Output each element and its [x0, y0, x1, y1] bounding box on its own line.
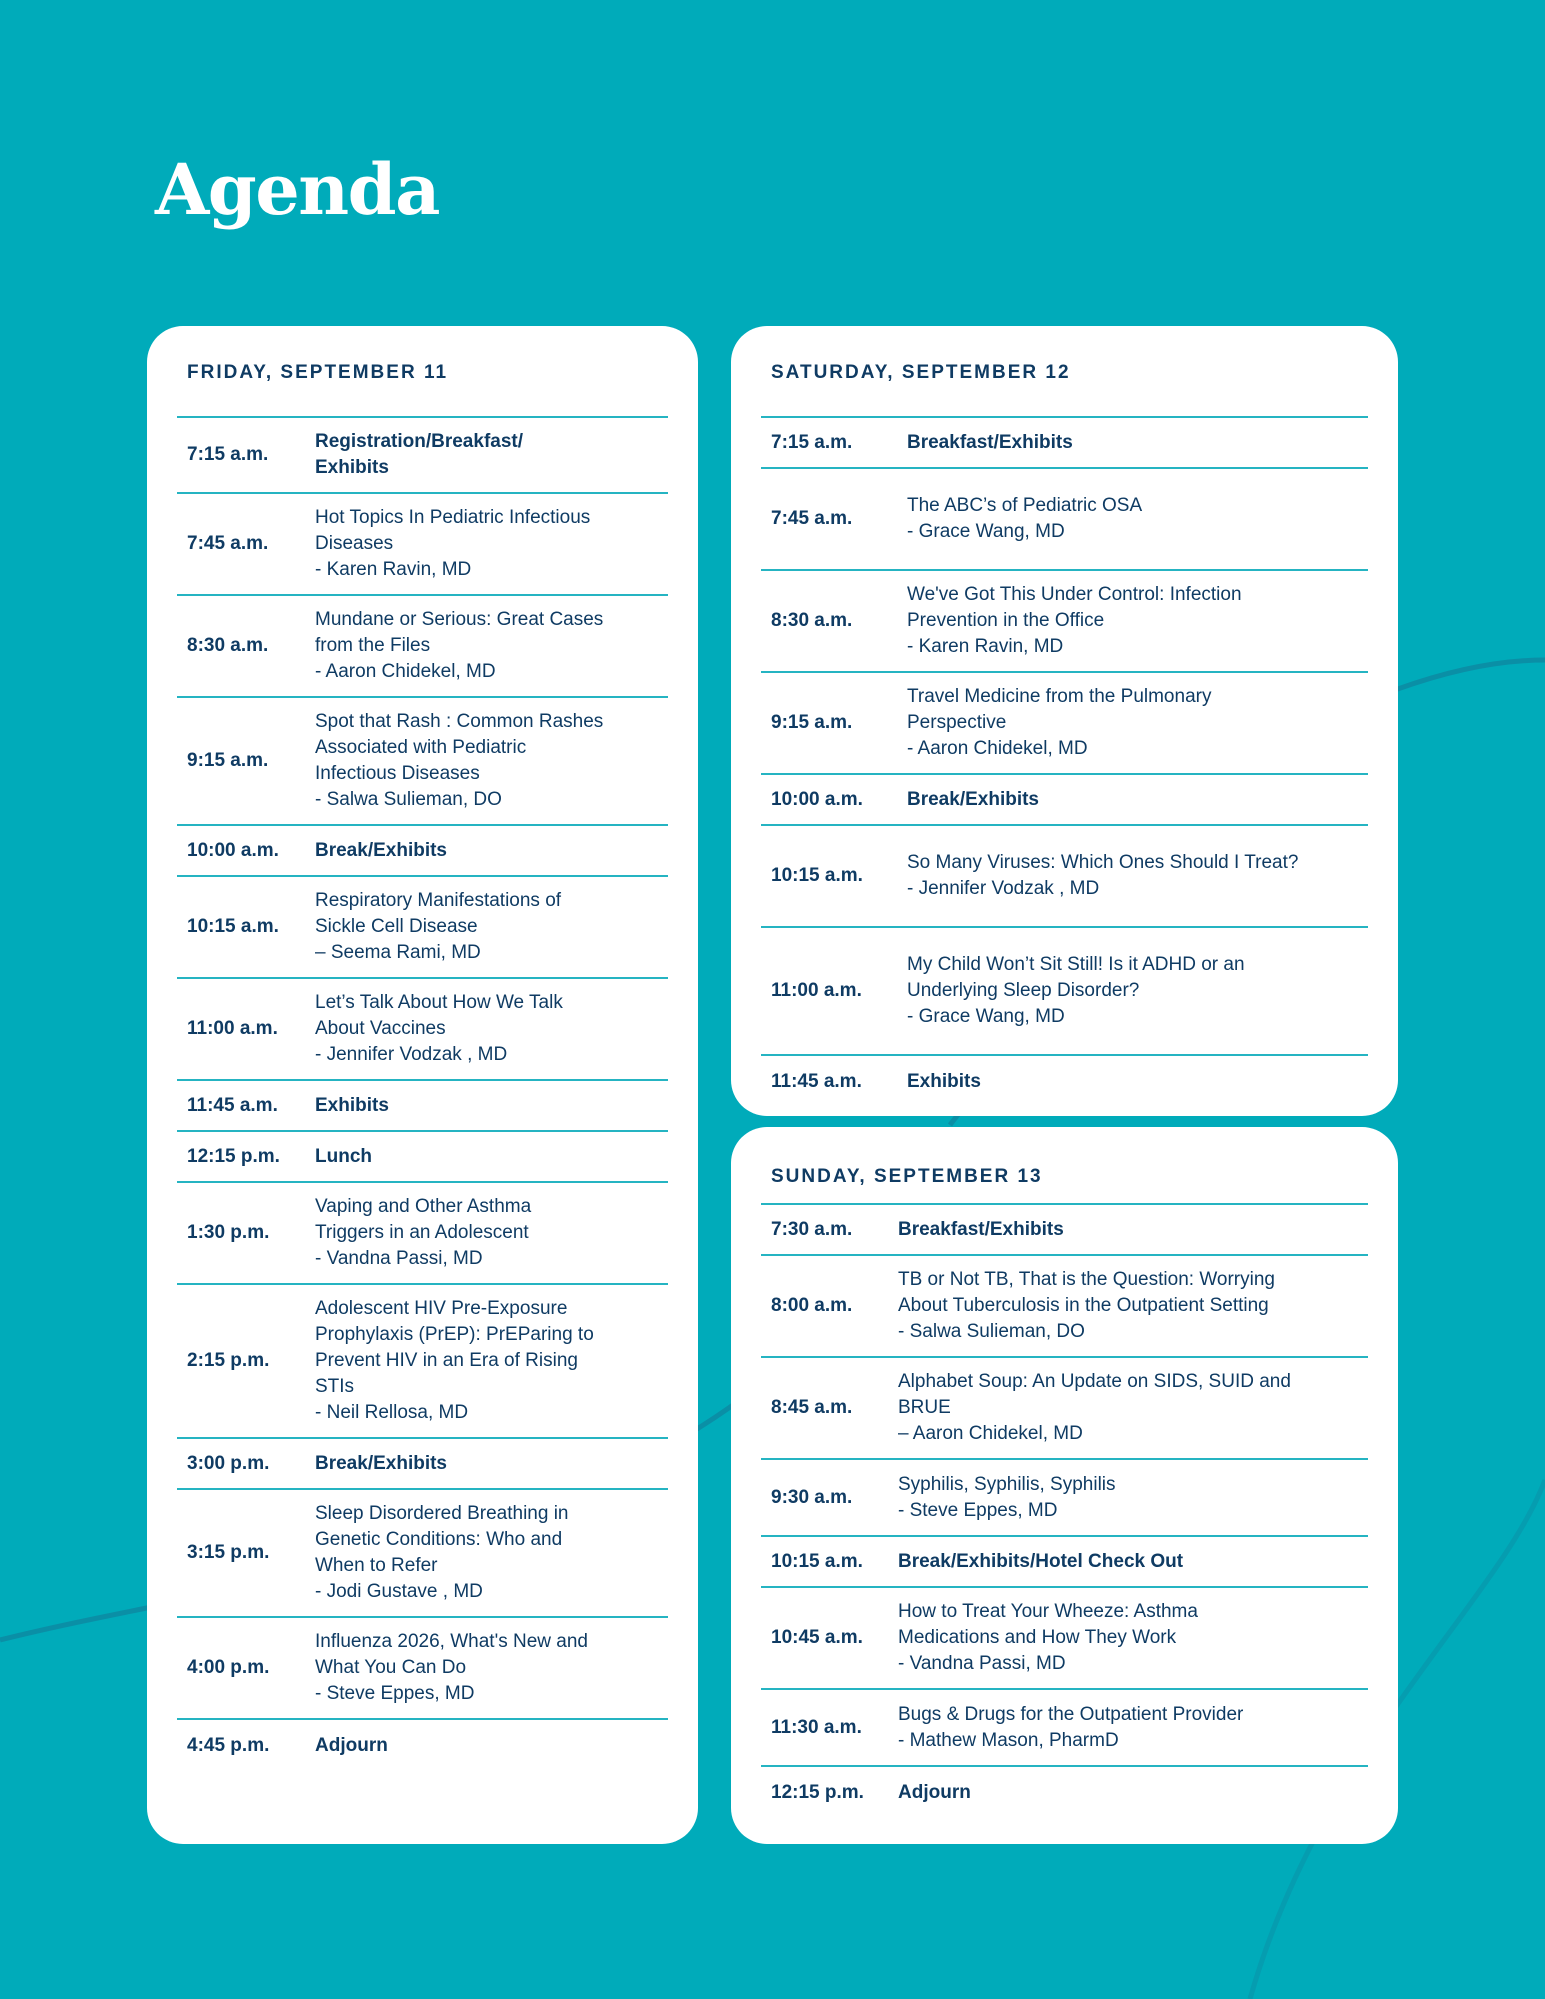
session-details	[315, 1194, 531, 1272]
session-line: Breakfast/Exhibits	[898, 1218, 1064, 1240]
session-details	[898, 1599, 1198, 1677]
session-line: – Seema Rami, MD	[315, 942, 481, 963]
session-row	[761, 1690, 1368, 1767]
session-time: 10:15 a.m.	[771, 865, 863, 886]
session-line: Infectious Diseases	[315, 763, 480, 784]
session-line: Break/Exhibits	[315, 1452, 447, 1474]
session-row	[177, 979, 668, 1081]
session-time: 4:00 p.m.	[187, 1657, 270, 1678]
session-time: 7:15 a.m.	[771, 431, 853, 453]
session-line: Hot Topics In Pediatric Infectious	[315, 507, 591, 528]
session-line: How to Treat Your Wheeze: Asthma	[898, 1601, 1198, 1622]
session-details	[315, 1144, 372, 1170]
session-row	[177, 1618, 668, 1720]
session-line: - Karen Ravin, MD	[315, 559, 472, 580]
session-line: - Grace Wang, MD	[907, 521, 1065, 542]
session-line: - Grace Wang, MD	[907, 1006, 1065, 1027]
session-line: Break/Exhibits	[907, 788, 1039, 810]
session-line: Sickle Cell Disease	[315, 916, 478, 937]
session-details	[898, 1472, 1116, 1524]
session-line: - Jennifer Vodzak , MD	[315, 1044, 508, 1065]
session-row	[761, 1588, 1368, 1690]
session-line: Respiratory Manifestations of	[315, 890, 562, 911]
saturday-agenda-card	[731, 326, 1398, 1116]
session-row	[761, 1537, 1368, 1588]
session-list	[177, 416, 668, 1771]
session-line: Influenza 2026, What's New and	[315, 1631, 588, 1652]
session-details	[315, 429, 523, 481]
session-details	[315, 1451, 447, 1477]
session-row	[177, 1720, 668, 1771]
session-line: Adjourn	[898, 1781, 971, 1803]
session-row	[761, 571, 1368, 673]
session-line: Sleep Disordered Breathing in	[315, 1503, 569, 1524]
session-line: BRUE	[898, 1397, 951, 1418]
session-details	[907, 430, 1073, 456]
session-details	[907, 952, 1245, 1030]
session-time: 3:00 p.m.	[187, 1452, 270, 1474]
session-time: 7:30 a.m.	[771, 1218, 853, 1240]
session-line: Exhibits	[315, 1094, 389, 1116]
session-time: 11:45 a.m.	[771, 1070, 862, 1092]
session-line: Registration/Breakfast/	[315, 431, 524, 452]
session-time: 10:00 a.m.	[771, 788, 863, 810]
session-line: Break/Exhibits/Hotel Check Out	[898, 1550, 1184, 1572]
session-line: Break/Exhibits	[315, 839, 447, 861]
session-details	[315, 1093, 389, 1119]
session-row	[761, 928, 1368, 1056]
session-line: Let’s Talk About How We Talk	[315, 992, 563, 1013]
session-line: Adolescent HIV Pre-Exposure	[315, 1298, 568, 1319]
session-line: - Steve Eppes, MD	[898, 1499, 1058, 1521]
session-line: - Mathew Mason, PharmD	[898, 1729, 1119, 1751]
session-line: Triggers in an Adolescent	[315, 1222, 529, 1243]
session-line: - Jennifer Vodzak , MD	[907, 878, 1100, 899]
session-time: 9:30 a.m.	[771, 1486, 853, 1508]
session-row	[177, 826, 668, 877]
session-line: Associated with Pediatric	[315, 737, 527, 758]
session-line: STIs	[315, 1376, 355, 1397]
session-time: 3:15 p.m.	[187, 1542, 270, 1563]
session-details	[315, 505, 590, 583]
session-row	[761, 418, 1368, 469]
session-line: The ABC’s of Pediatric OSA	[907, 495, 1143, 516]
session-row	[761, 673, 1368, 775]
session-time: 9:15 a.m.	[187, 750, 269, 771]
session-time: 8:00 a.m.	[771, 1295, 853, 1316]
session-time: 10:00 a.m.	[187, 839, 279, 861]
session-line: Diseases	[315, 533, 394, 554]
session-line: About Vaccines	[315, 1018, 446, 1039]
session-details	[315, 1629, 588, 1707]
session-line: About Tuberculosis in the Outpatient Setting	[898, 1295, 1269, 1316]
session-line: Spot that Rash : Common Rashes	[315, 711, 604, 732]
session-row	[177, 1490, 668, 1618]
session-row	[177, 1081, 668, 1132]
session-row	[761, 1256, 1368, 1358]
session-row	[761, 1767, 1368, 1818]
session-line: – Aaron Chidekel, MD	[898, 1423, 1083, 1444]
day-title: SUNDAY, SEPTEMBER 13	[771, 1166, 1043, 1187]
session-row	[761, 1056, 1368, 1107]
session-line: - Aaron Chidekel, MD	[315, 661, 496, 682]
session-line: Vaping and Other Asthma	[315, 1196, 532, 1217]
session-time: 12:15 p.m.	[187, 1145, 280, 1167]
session-time: 1:30 p.m.	[187, 1222, 270, 1243]
session-row	[177, 418, 668, 494]
session-row	[177, 596, 668, 698]
session-line: - Aaron Chidekel, MD	[907, 738, 1088, 759]
session-line: - Salwa Sulieman, DO	[898, 1321, 1085, 1342]
session-line: Breakfast/Exhibits	[907, 431, 1073, 453]
session-time: 7:15 a.m.	[187, 444, 269, 465]
session-line: Prevention in the Office	[907, 610, 1105, 631]
session-time: 10:45 a.m.	[771, 1627, 863, 1648]
sunday-agenda-card	[731, 1127, 1398, 1844]
session-line: Medications and How They Work	[898, 1627, 1177, 1648]
session-details	[315, 1501, 569, 1605]
session-row	[761, 775, 1368, 826]
session-time: 11:00 a.m.	[771, 980, 862, 1001]
day-title: FRIDAY, SEPTEMBER 11	[187, 362, 449, 383]
session-time: 11:45 a.m.	[187, 1094, 278, 1116]
session-line: Lunch	[315, 1145, 372, 1167]
session-time: 8:30 a.m.	[771, 610, 853, 631]
session-details	[315, 888, 561, 966]
session-row	[177, 494, 668, 596]
session-line: - Neil Rellosa, MD	[315, 1402, 469, 1423]
session-list	[761, 1203, 1368, 1818]
session-details	[898, 1369, 1291, 1447]
session-time: 10:15 a.m.	[187, 916, 279, 937]
session-details	[907, 787, 1039, 813]
session-details	[907, 684, 1211, 762]
session-line: - Jodi Gustave , MD	[315, 1581, 483, 1602]
session-line: - Salwa Sulieman, DO	[315, 789, 502, 810]
session-row	[761, 469, 1368, 571]
session-line: When to Refer	[315, 1555, 438, 1576]
session-details	[315, 838, 447, 864]
session-time: 9:15 a.m.	[771, 712, 853, 733]
session-line: Perspective	[907, 712, 1007, 733]
session-row	[177, 698, 668, 826]
session-line: Exhibits	[907, 1070, 981, 1092]
session-time: 11:30 a.m.	[771, 1716, 862, 1738]
session-row	[177, 1439, 668, 1490]
session-details	[907, 493, 1142, 545]
session-line: Underlying Sleep Disorder?	[907, 980, 1140, 1001]
session-details	[315, 1733, 388, 1759]
session-line: - Vandna Passi, MD	[315, 1248, 483, 1269]
session-row	[177, 1132, 668, 1183]
session-row	[177, 1285, 668, 1439]
session-time: 11:00 a.m.	[187, 1018, 278, 1039]
session-row	[177, 877, 668, 979]
session-line: Travel Medicine from the Pulmonary	[907, 686, 1212, 707]
session-details	[315, 709, 603, 813]
session-list	[761, 416, 1368, 1107]
session-row	[761, 1358, 1368, 1460]
session-line: Exhibits	[315, 457, 389, 478]
session-line: from the Files	[315, 635, 431, 656]
session-time: 10:15 a.m.	[771, 1550, 863, 1572]
session-line: Alphabet Soup: An Update on SIDS, SUID and	[898, 1371, 1291, 1392]
session-details	[898, 1780, 971, 1806]
session-time: 7:45 a.m.	[771, 508, 853, 529]
session-line: Mundane or Serious: Great Cases	[315, 609, 604, 630]
page-title: Agenda	[155, 148, 439, 231]
session-time: 8:30 a.m.	[187, 635, 269, 656]
session-line: - Vandna Passi, MD	[898, 1653, 1066, 1674]
session-details	[315, 607, 603, 685]
session-time: 8:45 a.m.	[771, 1397, 853, 1418]
session-details	[898, 1702, 1243, 1754]
session-details	[898, 1549, 1183, 1575]
session-time: 12:15 p.m.	[771, 1781, 864, 1803]
session-line: TB or Not TB, That is the Question: Worrying	[898, 1269, 1275, 1290]
session-time: 2:15 p.m.	[187, 1350, 270, 1371]
session-line: - Steve Eppes, MD	[315, 1683, 475, 1704]
session-row	[177, 1183, 668, 1285]
session-line: Bugs & Drugs for the Outpatient Provider	[898, 1703, 1244, 1725]
session-details	[898, 1267, 1275, 1345]
session-line: - Karen Ravin, MD	[907, 636, 1064, 657]
session-row	[761, 1205, 1368, 1256]
session-details	[907, 850, 1298, 902]
session-row	[761, 826, 1368, 928]
session-details	[907, 1069, 981, 1095]
session-line: My Child Won’t Sit Still! Is it ADHD or an	[907, 954, 1245, 975]
session-line: Prophylaxis (PrEP): PrEParing to	[315, 1324, 594, 1345]
session-line: What You Can Do	[315, 1657, 467, 1678]
day-title: SATURDAY, SEPTEMBER 12	[771, 362, 1071, 383]
friday-agenda-card	[147, 326, 698, 1844]
session-line: Adjourn	[315, 1734, 388, 1756]
session-line: Genetic Conditions: Who and	[315, 1529, 563, 1550]
session-time: 4:45 p.m.	[187, 1734, 270, 1756]
session-line: Syphilis, Syphilis, Syphilis	[898, 1473, 1116, 1495]
session-time: 7:45 a.m.	[187, 533, 269, 554]
session-details	[898, 1217, 1064, 1243]
session-row	[761, 1460, 1368, 1537]
session-details	[315, 990, 563, 1068]
session-line: So Many Viruses: Which Ones Should I Treat?	[907, 852, 1299, 873]
session-line: Prevent HIV in an Era of Rising	[315, 1350, 578, 1371]
session-details	[315, 1296, 594, 1426]
session-details	[907, 582, 1242, 660]
session-line: We've Got This Under Control: Infection	[907, 584, 1242, 605]
